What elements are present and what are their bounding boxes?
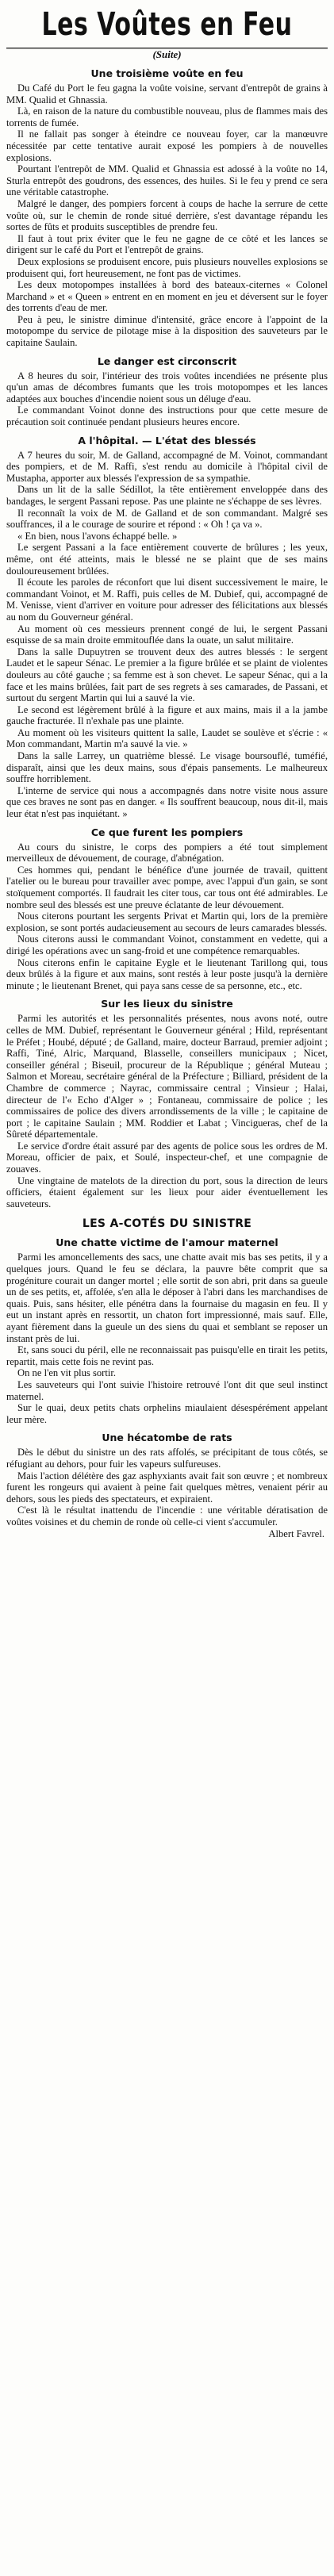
newspaper-column <box>6 0 328 1540</box>
paragraph: Il ne fallait pas songer à éteindre ce nouveau foyer, car la manœuvre nécessitée par cette tentative aurait exposé les pompiers à de nouvelles explosions. <box>6 128 328 163</box>
paragraph: Mais l'action délétère des gaz asphyxiants avait fait son œuvre ; et nombreux furent les rongeurs qui avaient à peine fait quelques mètres, venaient périr au dehors, sous les pieds des spectateurs, et expiraient. <box>6 1470 328 1505</box>
headline: Les Voûtes en Feu <box>6 5 328 48</box>
paragraph: Dès le début du sinistre un des rats affolés, se précipitant de tous côtés, se réfugiant au dehors, pour fuir les vapeurs sulfureuses. <box>6 1447 328 1470</box>
paragraph: Dans un lit de la salle Sédillot, la tête entièrement enveloppée dans des bandages, le sergent Passani repose. Pas une plainte ne s'échappe de ses lèvres. <box>6 484 328 507</box>
section-heading: Sur les lieux du sinistre <box>101 998 233 1010</box>
paragraph: Nous citerons aussi le commandant Voinot, constamment en vedette, qui a dirigé les opérations avec un sang-froid et une compétence remarquables. <box>6 933 328 956</box>
section-heading: Une hécatombe de rats <box>102 1432 232 1444</box>
section-heading: A l'hôpital. — L'état des blessés <box>78 434 256 447</box>
section-heading: Ce que furent les pompiers <box>90 826 244 838</box>
paragraph: Parmi les amoncellements des sacs, une chatte avait mis bas ses petits, il y a quelques jours. Quand le feu se déclara, la pauvre bête comprit que sa progéniture courait un danger mortel ; elle sortit de son abri, prit dans sa gueule un de ses petits, et, affolée, s'en alla le déposer à l'abri dans les marchandises de quais. Puis, sans hésiter, elle pénétra dans la fournaise du magasin en feu. Il y eut un instant après en ressortit, un chaton fort impressionné, mais sauf. Elle, ayant fièrement dans la gueule un des siens du quai et semblant se reposer un instant près de lui. <box>6 1252 328 1344</box>
paragraph: Au cours du sinistre, le corps des pompiers a été tout simplement merveilleux de dévouement, de courage, d'abnégation. <box>6 841 328 864</box>
paragraph: Le commandant Voinot donne des instructions pour que cette mesure de précaution soit continuée pendant plusieurs heures encore. <box>6 404 328 428</box>
paragraph: Sur le quai, deux petits chats orphelins miaulaient désespérément appelant leur mère. <box>6 1402 328 1425</box>
paragraph: Pourtant l'entrepôt de MM. Qualid et Ghnassia est adossé à la voûte no 14, Sturla entrepôt des goudrons, des essences, des huiles. Si le feu y prend ce sera une véritable catastrophe. <box>6 163 328 198</box>
paragraph: Parmi les autorités et les personnalités présentes, nous avons noté, outre celles de MM. Dubief, représentant le Gouverneur général ; Hild, représentant le Préfet ; Houbé, député ; de Galland, maire, docteur Barraud, premier adjoint ; Raffi, Tiné, Alric, Marquand, Blasselle, conseillers municipaux ; Nicet, conseiller général ; Biseuil, procureur de la République ; général Muteau ; Salmon et Moreau, secrétaire général de la Préfecture ; Billiard, président de la Chambre de commerce ; Nayrac, commissaire central ; Vinsieur ; Halai, directeur de l'« Echo d'Alger » ; Fontaneau, commissaire de police ; les commissaires de police des divers arrondissements de la ville ; le capitaine de port ; le capitaine Saulain ; MM. Roddier et Labat ; Vincigueras, chef de la Sûreté départementale. <box>6 1013 328 1140</box>
paragraph: Peu à peu, le sinistre diminue d'intensité, grâce encore à l'appoint de la motopompe du service de pilotage mise à la disposition des sauveteurs par le capitaine Saulain. <box>6 313 328 349</box>
paragraph: Une vingtaine de matelots de la direction du port, sous la direction de leurs officiers, étaient également sur les lieux pour aider éventuellement les sauveteurs. <box>6 1175 328 1209</box>
paragraph: Là, en raison de la nature du combustible nouveau, plus de flammes mais des torrents de fumée. <box>6 105 328 128</box>
article-body <box>6 67 328 1528</box>
paragraph: Les sauveteurs qui l'ont suivie l'histoire retrouvé l'ont dit que seul instinct maternel. <box>6 1378 328 1402</box>
paragraph: Ces hommes qui, pendant le bénéfice d'une journée de travail, quittent l'atelier ou le bureau pour travailler avec pompe, avec l'appui d'un gain, se sont stoïquement comportés. Il faudrait les citer tous, car tous ont été admirables. Le nombre seul des blessés est une preuve éclatante de leur dévouement. <box>6 864 328 910</box>
paragraph: Il écoute les paroles de réconfort que lui disent successivement le maire, le commandant Voinot, et M. Raffi, puis celles de M. Dubief, qui, accompagné de M. Venisse, vient d'arriver en voiture pour adresser des félicitations aux blessés au nom du Gouverneur général. <box>6 577 328 623</box>
paragraph: Au moment où les visiteurs quittent la salle, Laudet se soulève et s'écrie : « Mon commandant, Martin m'a sauvé la vie. » <box>6 726 328 750</box>
paragraph: Dans la salle Larrey, un quatrième blessé. Le visage boursouflé, tuméfié, disparaît, ainsi que les deux mains, sous d'épais pansements. Le malheureux souffre horriblement. <box>6 750 328 785</box>
section-heading: LES A-COTÉS DU SINISTRE <box>82 1217 252 1231</box>
paragraph: Les deux motopompes installées à bord des bateaux-citernes « Colonel Marchand » et « Queen » entrent en en moment en jeu et déversent sur le foyer des torrents d'eau de mer. <box>6 279 328 314</box>
paragraph: Malgré le danger, des pompiers forcent à coups de hache la serrure de cette voûte où, sur le chemin de ronde situé derrière, s'est davantage répandu les sortes de fûts et produits susceptibles de prendre feu. <box>6 197 328 233</box>
paragraph: Le second est légèrement brûlé à la figure et aux mains, mais il a la jambe gauche fracturée. Il n'exhale pas une plainte. <box>6 703 328 727</box>
paragraph: On ne l'en vit plus sortir. <box>17 1367 117 1379</box>
section-heading: Une chatte victime de l'amour maternel <box>56 1236 278 1249</box>
paragraph: Nous citerons enfin le capitaine Eygle et le lieutenant Tarillong qui, tous deux brûlés à la figure et aux mains, sont restés à leur poste jusqu'à la dernière minute ; le lieutenant Brenet, qui paya sans cesse de sa personne, etc., etc. <box>6 956 328 991</box>
paragraph: A 8 heures du soir, l'intérieur des trois voûtes incendiées ne présente plus qu'un amas de décombres fumants que les trois motopompes et les lances adaptées aux bouches d'incendie noient sous un déluge d'eau. <box>6 370 328 404</box>
paragraph: Au moment où ces messieurs prennent congé de lui, le sergent Passani esquisse de sa main droite emmitouflée dans la ouate, un salut militaire. <box>6 623 328 646</box>
paragraph: « En bien, nous l'avons échappé belle. » <box>17 530 178 542</box>
paragraph: Le sergent Passani a la face entièrement couverte de brûlures ; les yeux, même, ont été atteints, mais le blessé ne se plaint que de ses mains douloureusement brûlées. <box>6 542 328 577</box>
paragraph: Nous citerons pourtant les sergents Privat et Martin qui, lors de la première explosion, se sont portés audacieusement au secours de leurs camarades blessés. <box>6 910 328 933</box>
author-signature: Albert Favrel. <box>268 1528 324 1539</box>
section-heading: Une troisième voûte en feu <box>90 67 244 79</box>
paragraph: Deux explosions se produisent encore, puis plusieurs nouvelles explosions se produisent qui, fort heureusement, ne font pas de victimes. <box>6 255 328 279</box>
continued-label: (Suite) <box>152 48 182 60</box>
section-heading: Le danger est circonscrit <box>97 355 237 367</box>
paragraph: Il reconnaît la voix de M. de Galland et de son commandant. Malgré ses souffrances, il a le courage de sourire et répond : « Oh ! ça va ». <box>6 507 328 531</box>
paragraph: Le service d'ordre était assuré par des agents de police sous les ordres de M. Moreau, officier de paix, et Soulé, inspecteur-chef, et une compagnie de zouaves. <box>6 1140 328 1175</box>
paragraph: Du Café du Port le feu gagna la voûte voisine, servant d'entrepôt de grains à MM. Qualid et Ghnassia. <box>6 82 328 105</box>
paragraph: Il faut à tout prix éviter que le feu ne gagne de ce côté et les lances se dirigent sur le café du Port et l'entrepôt de grains. <box>6 232 328 256</box>
paragraph: A 7 heures du soir, M. de Galland, accompagné de M. Voinot, commandant des pompiers, et de M. Raffi, s'est rendu au domicile à l'hôpital civil de Mustapha, apporter aux blessés l'expression de sa sympathie. <box>6 449 328 484</box>
paragraph: Et, sans souci du péril, elle ne reconnaissait pas puisqu'elle en tirait les petits, repartit, mais cette fois ne revint pas. <box>6 1344 328 1367</box>
paragraph: L'interne de service qui nous a accompagnés dans notre visite nous assure que ces braves ne sont pas en danger. « Ils souffrent beaucoup, nous dit-il, mais leur état n'est pas inquiétant. » <box>6 784 328 820</box>
paragraph: Dans la salle Dupuytren se trouvent deux des autres blessés : le sergent Laudet et le sapeur Sénac. Le premier a la figure brûlée et se plaint de violentes douleurs au côté gauche ; sa femme est à son chevet. Le sapeur Sénac, qui a la face et les mains brûlées, fait part de ses regrets à ses camarades, de Passani, et surtout du sergent Martin qui lui a sauvé la vie. <box>6 646 328 704</box>
paragraph: C'est là le résultat inattendu de l'incendie : une véritable dératisation de voûtes voisines et du chemin de ronde où celle-ci vient s'accumuler. <box>6 1505 328 1528</box>
